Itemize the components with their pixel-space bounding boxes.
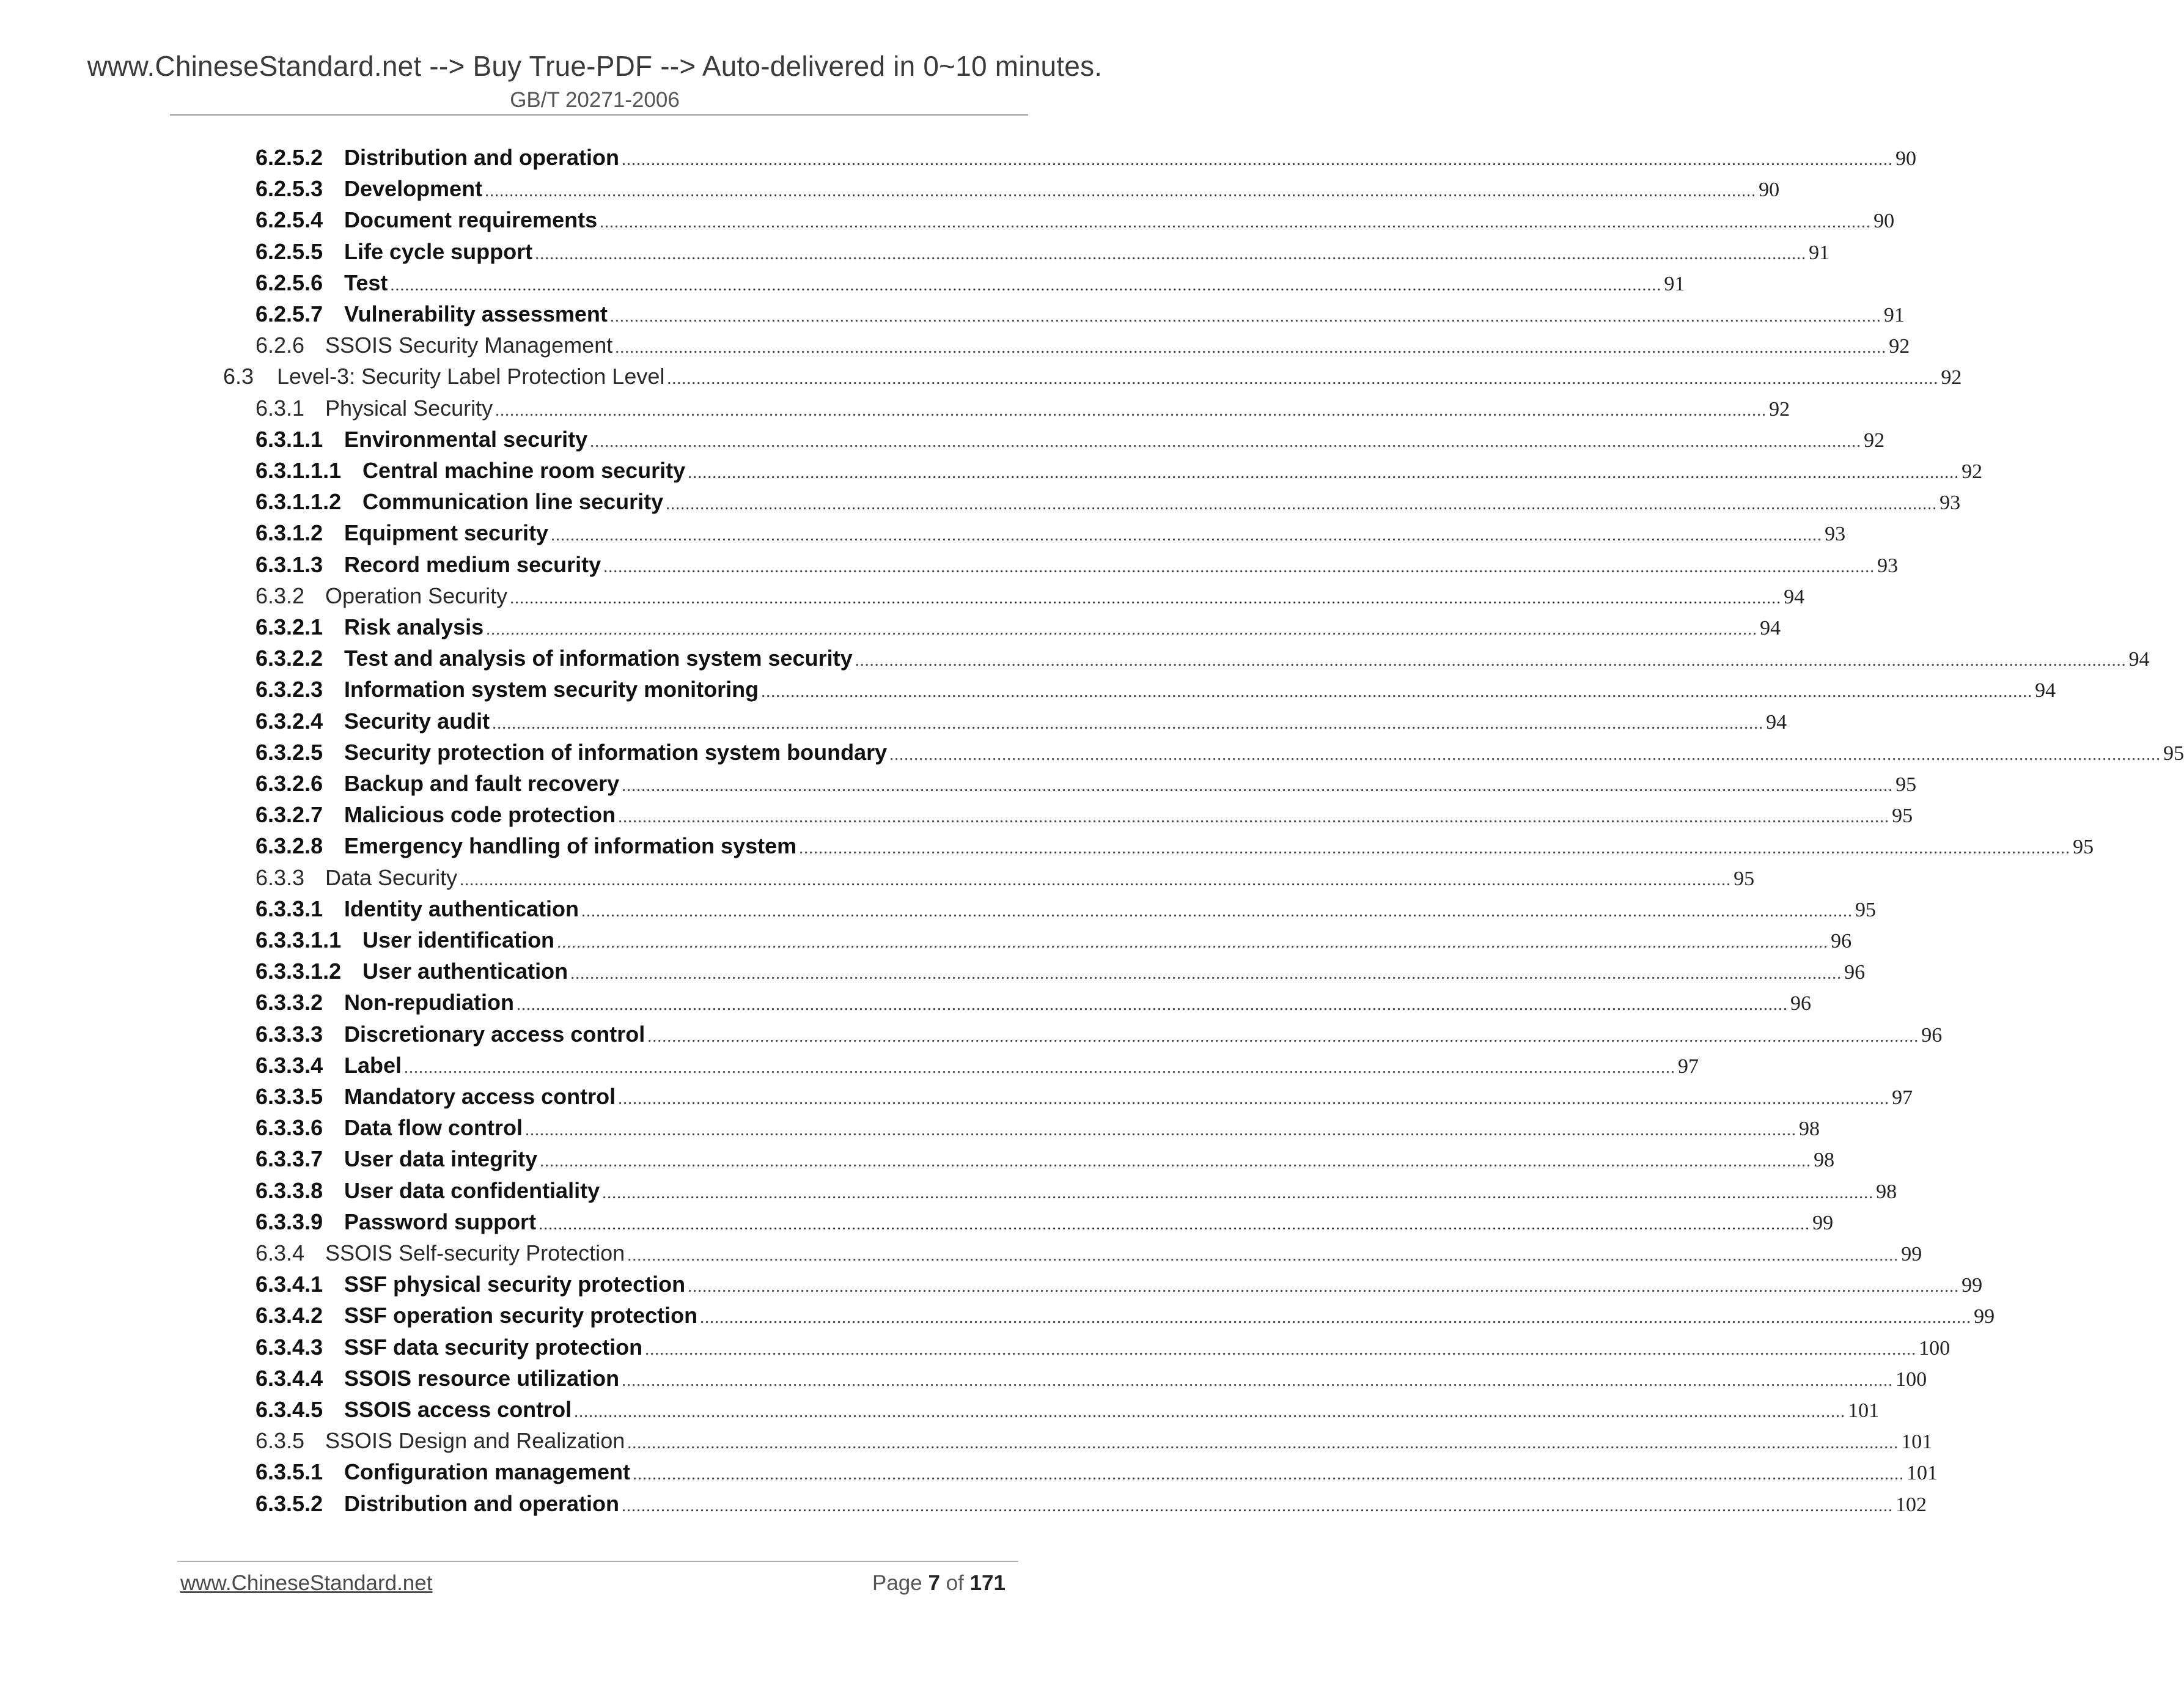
toc-entry[interactable]: [256, 709, 1787, 740]
toc-entry-number: 6.3.1.3: [256, 552, 323, 577]
toc-dot-leader: ....................................................................................................................................................................................................................................................................: [492, 714, 1764, 733]
toc-dot-leader: ....................................................................................................................................................................................................................................................................: [667, 369, 1939, 388]
toc-entry-title: SSOIS Security Management: [325, 333, 613, 358]
toc-entry-page: 91: [1883, 304, 1905, 326]
toc-entry-title: Label: [344, 1053, 402, 1078]
toc-entry-number: 6.3.1.1: [256, 427, 323, 452]
toc-entry-number: 6.3.3.2: [256, 990, 323, 1015]
toc-entry-number: 6.2.5.4: [256, 207, 323, 232]
toc-entry-title: User data integrity: [344, 1146, 538, 1171]
toc-entry-number: 6.3.3: [256, 865, 305, 890]
footer-site-link[interactable]: www.ChineseStandard.net: [180, 1571, 433, 1595]
toc-dot-leader: ....................................................................................................................................................................................................................................................................: [622, 776, 1894, 795]
toc-entry-number: 6.3.4.5: [256, 1397, 323, 1422]
toc-entry[interactable]: [256, 1084, 1913, 1115]
toc-entry[interactable]: [256, 145, 1916, 176]
toc-entry[interactable]: [256, 614, 1781, 646]
toc-dot-leader: ....................................................................................................................................................................................................................................................................: [390, 276, 1662, 295]
toc-dot-leader: ....................................................................................................................................................................................................................................................................: [618, 808, 1890, 827]
toc-entry[interactable]: [256, 552, 1899, 583]
document-number: GB/T 20271-2006: [510, 88, 680, 112]
toc-entry[interactable]: [256, 176, 1780, 207]
toc-entry[interactable]: [256, 740, 2184, 771]
toc-dot-leader: ....................................................................................................................................................................................................................................................................: [621, 150, 1893, 169]
toc-entry-title: SSOIS Design and Realization: [325, 1428, 625, 1453]
toc-entry-title: Communication line security: [362, 489, 664, 514]
toc-dot-leader: ....................................................................................................................................................................................................................................................................: [889, 745, 2161, 764]
toc-entry-page: 101: [1906, 1462, 1938, 1484]
toc-entry-title: Record medium security: [344, 552, 601, 577]
toc-entry[interactable]: [256, 1115, 1820, 1146]
toc-entry[interactable]: [256, 1428, 1933, 1459]
toc-entry-number: 6.3.2.2: [256, 646, 323, 671]
toc-dot-leader: ....................................................................................................................................................................................................................................................................: [485, 182, 1757, 201]
toc-entry-page: 93: [1877, 554, 1899, 577]
toc-entry-page: 99: [1974, 1305, 1995, 1328]
toc-entry-number: 6.2.5.6: [256, 270, 323, 295]
toc-entry-page: 94: [1784, 586, 1805, 608]
toc-entry-page: 93: [1825, 523, 1846, 545]
toc-entry-number: 6.3.5: [256, 1428, 305, 1453]
toc-entry-title: Equipment security: [344, 520, 549, 545]
toc-entry-title: Password support: [344, 1209, 537, 1234]
toc-entry-page: 98: [1799, 1118, 1820, 1140]
toc-entry-number: 6.3.1: [256, 396, 305, 421]
toc-dot-leader: ....................................................................................................................................................................................................................................................................: [621, 1497, 1893, 1515]
toc-entry[interactable]: [256, 865, 1755, 896]
toc-entry-page: 92: [1962, 460, 1983, 483]
toc-dot-leader: ....................................................................................................................................................................................................................................................................: [600, 213, 1872, 232]
toc-entry-title: Environmental security: [344, 427, 588, 452]
toc-entry-page: 96: [1831, 930, 1852, 952]
toc-dot-leader: ....................................................................................................................................................................................................................................................................: [700, 1308, 1972, 1327]
toc-dot-leader: ....................................................................................................................................................................................................................................................................: [581, 902, 1853, 921]
toc-entry-title: Backup and fault recovery: [344, 771, 620, 796]
toc-entry-page: 102: [1895, 1493, 1927, 1516]
toc-entry-page: 94: [2035, 679, 2056, 702]
page-current: 7: [928, 1571, 940, 1595]
toc-dot-leader: ....................................................................................................................................................................................................................................................................: [539, 1215, 1811, 1234]
toc-entry-title: Security audit: [344, 709, 490, 734]
toc-entry-title: Life cycle support: [344, 239, 533, 264]
toc-entry-title: SSOIS Self-security Protection: [325, 1240, 625, 1265]
toc-dot-leader: ....................................................................................................................................................................................................................................................................: [570, 964, 1842, 983]
toc-entry-page: 101: [1901, 1431, 1933, 1453]
toc-entry-page: 92: [1941, 366, 1962, 389]
toc-entry-title: SSF physical security protection: [344, 1272, 686, 1297]
toc-entry-title: Malicious code protection: [344, 802, 616, 827]
toc-entry-number: 6.3.1.1.1: [256, 458, 342, 483]
toc-entry[interactable]: [256, 1459, 1938, 1490]
toc-entry-page: 99: [1901, 1243, 1922, 1265]
toc-entry[interactable]: [256, 301, 1905, 333]
toc-entry-number: 6.3.2.6: [256, 771, 323, 796]
toc-entry-title: Test and analysis of information system security: [344, 646, 853, 671]
toc-entry[interactable]: [256, 1240, 1922, 1272]
toc-dot-leader: ....................................................................................................................................................................................................................................................................: [647, 1027, 1919, 1046]
toc-entry-number: 6.3.3.5: [256, 1084, 323, 1109]
toc-entry-number: 6.3.3.9: [256, 1209, 323, 1234]
page-indicator: [872, 1571, 1006, 1596]
toc-entry-title: User data confidentiality: [344, 1178, 600, 1203]
toc-entry-number: 6.3.3.1.2: [256, 959, 342, 984]
toc-entry-page: 99: [1962, 1274, 1983, 1297]
toc-entry-number: 6.3.4: [256, 1240, 305, 1265]
toc-entry-number: 6.3.3.3: [256, 1022, 323, 1047]
toc-entry-number: 6.3.3.6: [256, 1115, 323, 1140]
toc-entry-page: 92: [1889, 335, 1910, 358]
toc-entry[interactable]: [256, 1335, 1951, 1366]
toc-entry-number: 6.3.2.1: [256, 614, 323, 639]
toc-dot-leader: ....................................................................................................................................................................................................................................................................: [688, 1277, 1960, 1296]
toc-dot-leader: ....................................................................................................................................................................................................................................................................: [627, 1434, 1899, 1453]
toc-dot-leader: ....................................................................................................................................................................................................................................................................: [602, 1184, 1874, 1202]
toc-entry-number: 6.3.4.4: [256, 1366, 323, 1391]
toc-entry[interactable]: [256, 1491, 1927, 1522]
toc-entry[interactable]: [256, 270, 1685, 301]
toc-dot-leader: ....................................................................................................................................................................................................................................................................: [510, 589, 1782, 608]
toc-dot-leader: ....................................................................................................................................................................................................................................................................: [609, 307, 1881, 326]
toc-entry-title: User identification: [362, 927, 555, 952]
toc-entry-number: 6.3.3.7: [256, 1146, 323, 1171]
toc-dot-leader: ....................................................................................................................................................................................................................................................................: [540, 1152, 1812, 1171]
toc-entry[interactable]: [256, 1209, 1834, 1240]
toc-entry[interactable]: [256, 520, 1846, 551]
toc-entry-page: 98: [1814, 1149, 1835, 1171]
toc-entry-number: 6.2.6: [256, 333, 305, 358]
toc-entry-page: 100: [1919, 1337, 1951, 1360]
page-of: of: [946, 1571, 964, 1595]
toc-dot-leader: ....................................................................................................................................................................................................................................................................: [525, 1121, 1797, 1140]
toc-dot-leader: ....................................................................................................................................................................................................................................................................: [761, 682, 2033, 701]
toc-dot-leader: ....................................................................................................................................................................................................................................................................: [615, 338, 1887, 357]
toc-entry-number: 6.3.2.8: [256, 833, 323, 858]
toc-entry[interactable]: [256, 1053, 1699, 1084]
toc-entry-number: 6.3.4.1: [256, 1272, 323, 1297]
toc-dot-leader: ....................................................................................................................................................................................................................................................................: [622, 1371, 1894, 1390]
toc-entry-page: 90: [1895, 147, 1916, 170]
toc-entry-number: 6.2.5.2: [256, 145, 323, 170]
toc-entry-page: 93: [1939, 492, 1961, 514]
page-total: 171: [969, 1571, 1006, 1595]
toc-entry-page: 97: [1678, 1055, 1699, 1078]
toc-entry-page: 94: [1766, 711, 1787, 734]
toc-entry[interactable]: [256, 583, 1805, 614]
toc-entry-title: SSOIS access control: [344, 1397, 572, 1422]
toc-entry-title: Distribution and operation: [344, 1491, 619, 1516]
toc-entry-number: 6.3.1.2: [256, 520, 323, 545]
toc-entry-title: Configuration management: [344, 1459, 631, 1484]
toc-dot-leader: ....................................................................................................................................................................................................................................................................: [618, 1089, 1890, 1108]
toc-entry[interactable]: [256, 802, 1913, 833]
toc-entry-page: 92: [1769, 398, 1790, 421]
toc-dot-leader: ....................................................................................................................................................................................................................................................................: [557, 933, 1829, 952]
toc-entry-page: 95: [2163, 742, 2184, 765]
toc-entry-page: 96: [1790, 992, 1811, 1015]
toc-entry-number: 6.3.3.1.1: [256, 927, 342, 952]
toc-entry[interactable]: [256, 927, 1852, 959]
toc-entry-page: 95: [2073, 836, 2094, 858]
toc-entry-page: 96: [1844, 961, 1866, 984]
toc-entry-title: Document requirements: [344, 207, 598, 232]
toc-entry-number: 6.3.4.3: [256, 1335, 323, 1360]
toc-dot-leader: ....................................................................................................................................................................................................................................................................: [799, 839, 2071, 858]
toc-dot-leader: ....................................................................................................................................................................................................................................................................: [590, 432, 1862, 451]
toc-entry-title: Level-3: Security Label Protection Level: [277, 364, 665, 389]
toc-entry-page: 94: [1760, 617, 1781, 639]
toc-dot-leader: ....................................................................................................................................................................................................................................................................: [666, 495, 1938, 514]
toc-entry-title: Security protection of information system boundary: [344, 740, 888, 765]
toc-entry-number: 6.3.1.1.2: [256, 489, 342, 514]
toc-entry[interactable]: [256, 489, 1961, 520]
toc-entry[interactable]: [256, 1272, 1983, 1303]
toc-entry-page: 91: [1664, 273, 1685, 295]
toc-dot-leader: ....................................................................................................................................................................................................................................................................: [535, 245, 1807, 263]
toc-entry-page: 100: [1895, 1368, 1927, 1391]
toc-entry-page: 91: [1809, 241, 1830, 264]
toc-dot-leader: ....................................................................................................................................................................................................................................................................: [551, 526, 1823, 545]
toc-entry-title: SSF data security protection: [344, 1335, 643, 1360]
toc-dot-leader: ....................................................................................................................................................................................................................................................................: [633, 1465, 1905, 1484]
toc-entry-title: Development: [344, 176, 483, 201]
toc-entry-number: 6.3.2: [256, 583, 305, 608]
toc-dot-leader: ....................................................................................................................................................................................................................................................................: [627, 1246, 1899, 1265]
toc-entry[interactable]: [256, 458, 1983, 489]
toc-entry-number: 6.3.2.4: [256, 709, 323, 734]
toc-entry-number: 6.2.5.3: [256, 176, 323, 201]
toc-entry-page: 97: [1892, 1086, 1913, 1109]
toc-dot-leader: ....................................................................................................................................................................................................................................................................: [645, 1340, 1917, 1359]
toc-dot-leader: ....................................................................................................................................................................................................................................................................: [688, 463, 1960, 482]
toc-dot-leader: ....................................................................................................................................................................................................................................................................: [516, 995, 1788, 1014]
toc-entry-title: Distribution and operation: [344, 145, 619, 170]
toc-dot-leader: ....................................................................................................................................................................................................................................................................: [574, 1402, 1846, 1421]
toc-entry-page: 95: [1892, 805, 1913, 827]
toc-entry-page: 90: [1873, 210, 1895, 232]
toc-entry[interactable]: [256, 1178, 1897, 1209]
toc-entry-number: 6.3.2.7: [256, 802, 323, 827]
page-word: Page: [872, 1571, 922, 1595]
toc-entry-title: Emergency handling of information system: [344, 833, 797, 858]
toc-entry-page: 99: [1812, 1212, 1834, 1234]
toc-entry-title: Risk analysis: [344, 614, 484, 639]
toc-entry-title: Discretionary access control: [344, 1022, 645, 1047]
toc-entry-number: 6.3.2.3: [256, 677, 323, 702]
toc-entry-page: 94: [2128, 648, 2150, 671]
toc-entry[interactable]: [256, 239, 1830, 270]
toc-entry[interactable]: [256, 646, 2150, 677]
promo-banner[interactable]: www.ChineseStandard.net --> Buy True-PDF --> Auto-delivered in 0~10 minutes.: [87, 50, 1103, 82]
toc-entry-number: 6.3.5.2: [256, 1491, 323, 1516]
toc-entry-number: 6.2.5.5: [256, 239, 323, 264]
toc-entry[interactable]: [256, 1146, 1835, 1177]
toc-entry-title: Physical Security: [325, 396, 493, 421]
toc-entry[interactable]: [256, 1303, 1995, 1334]
toc-entry[interactable]: [256, 333, 1910, 364]
toc-entry-page: 98: [1876, 1180, 1897, 1203]
toc-entry-title: Central machine room security: [362, 458, 686, 483]
toc-entry-page: 95: [1855, 899, 1877, 921]
toc-entry[interactable]: [256, 677, 2056, 708]
toc-entry-title: SSOIS resource utilization: [344, 1366, 620, 1391]
toc-entry[interactable]: [256, 959, 1866, 990]
toc-dot-leader: ....................................................................................................................................................................................................................................................................: [460, 871, 1732, 889]
toc-dot-leader: ....................................................................................................................................................................................................................................................................: [404, 1058, 1676, 1077]
toc-entry-number: 6.2.5.7: [256, 301, 323, 326]
toc-entry-page: 101: [1848, 1399, 1880, 1422]
toc-entry-page: 95: [1895, 773, 1917, 796]
toc-entry[interactable]: [256, 207, 1895, 238]
toc-entry[interactable]: [256, 771, 1917, 802]
toc-entry[interactable]: [256, 1022, 1943, 1053]
toc-entry-page: 95: [1734, 867, 1755, 890]
toc-entry-title: Test: [344, 270, 388, 295]
toc-entry-number: 6.3.2.5: [256, 740, 323, 765]
header-divider: [170, 114, 1028, 116]
toc-entry-title: Vulnerability assessment: [344, 301, 608, 326]
toc-entry-number: 6.3.3.4: [256, 1053, 323, 1078]
toc-dot-leader: ....................................................................................................................................................................................................................................................................: [495, 401, 1767, 420]
toc-entry-page: 92: [1864, 429, 1885, 452]
toc-entry[interactable]: [256, 990, 1811, 1021]
toc-entry-number: 6.3.4.2: [256, 1303, 323, 1328]
toc-entry[interactable]: [256, 833, 2094, 864]
toc-entry-title: Operation Security: [325, 583, 508, 608]
toc-entry-title: Information system security monitoring: [344, 677, 759, 702]
toc-entry-number: 6.3.3.1: [256, 896, 323, 921]
page-footer: [180, 1571, 1006, 1602]
toc-entry-page: 90: [1759, 179, 1780, 201]
toc-dot-leader: ....................................................................................................................................................................................................................................................................: [603, 558, 1875, 576]
toc-entry-title: Mandatory access control: [344, 1084, 616, 1109]
page-header: [0, 48, 1189, 115]
toc-entry[interactable]: [256, 427, 1885, 458]
toc-dot-leader: ....................................................................................................................................................................................................................................................................: [486, 620, 1758, 639]
toc-entry-page: 96: [1921, 1024, 1943, 1047]
toc-entry-title: Non-repudiation: [344, 990, 514, 1015]
toc-entry[interactable]: [256, 1397, 1880, 1428]
toc-entry-number: 6.3.3.8: [256, 1178, 323, 1203]
toc-entry-title: Data flow control: [344, 1115, 523, 1140]
toc-dot-leader: ....................................................................................................................................................................................................................................................................: [855, 651, 2127, 670]
toc-entry-number: 6.3: [223, 364, 254, 389]
toc-entry[interactable]: [256, 896, 1877, 927]
toc-entry-number: 6.3.5.1: [256, 1459, 323, 1484]
toc-entry-title: User authentication: [362, 959, 568, 984]
toc-entry[interactable]: [256, 396, 1790, 427]
footer-divider: [177, 1561, 1018, 1562]
toc-entry[interactable]: [223, 364, 1962, 395]
toc-entry-title: Data Security: [325, 865, 458, 890]
toc-entry[interactable]: [256, 1366, 1927, 1397]
toc-entry-title: SSF operation security protection: [344, 1303, 698, 1328]
toc-entry-title: Identity authentication: [344, 896, 579, 921]
